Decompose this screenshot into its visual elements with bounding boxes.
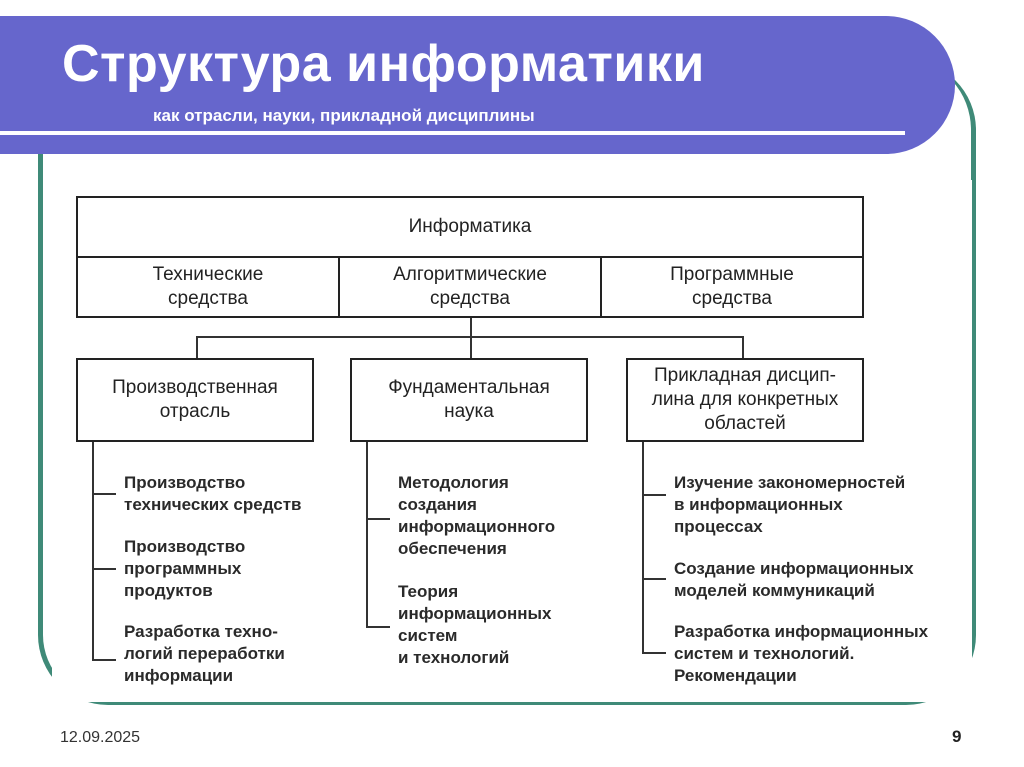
leaf-item: Производство технических средств: [124, 473, 302, 514]
branch-box-industry: [76, 358, 314, 442]
structure-diagram: [52, 180, 972, 702]
component-label: Алгоритмические средства: [393, 264, 547, 309]
leaf-item: Изучение закономерностей в информационных процессах: [674, 473, 906, 536]
bracket-spine-1: [92, 442, 94, 660]
header-divider: [0, 131, 905, 135]
component-box-software: [600, 256, 864, 318]
footer-date: 12.09.2025: [60, 729, 141, 746]
bracket-tick: [92, 659, 116, 661]
branch-label: Прикладная дисцип- лина для конкретных областей: [651, 365, 839, 434]
branch-label: Производственная отрасль: [112, 377, 278, 422]
bracket-tick: [92, 568, 116, 570]
page-number: 9: [952, 727, 962, 746]
connector-drop-1: [196, 336, 198, 358]
bracket-tick: [366, 626, 390, 628]
leaf-item: Методология создания информационного обеспечения: [398, 473, 556, 558]
leaf-item: Разработка информационных систем и технологий. Рекомендации: [674, 622, 929, 685]
slide-subtitle: как отрасли, науки, прикладной дисциплины: [153, 106, 535, 125]
branch-label: Фундаментальная наука: [388, 377, 550, 422]
bracket-tick: [642, 494, 666, 496]
bracket-tick: [366, 518, 390, 520]
leaf-item: Теория информационных систем и технологий: [398, 582, 552, 667]
bracket-spine-2: [366, 442, 368, 628]
leaf-item: Разработка техно- логий переработки информации: [124, 622, 285, 685]
leaf-item: Создание информационных моделей коммуникаций: [674, 559, 914, 600]
root-label: Информатика: [408, 216, 532, 237]
component-label: Программные средства: [670, 264, 794, 309]
leaf-item: Производство программных продуктов: [124, 537, 246, 600]
component-label: Технические средства: [152, 264, 264, 309]
connector-drop-3: [742, 336, 744, 358]
connector-drop-2: [470, 336, 472, 358]
slide-title: Структура информатики: [62, 35, 705, 93]
component-box-algorithmic: [338, 256, 602, 318]
branch-box-science: [350, 358, 588, 442]
bracket-tick: [642, 578, 666, 580]
bracket-tick: [92, 493, 116, 495]
bracket-spine-3: [642, 442, 644, 654]
connector-trunk: [470, 318, 472, 336]
branch-box-applied: [626, 358, 864, 442]
root-box: [76, 196, 864, 258]
component-box-technical: [76, 256, 340, 318]
bracket-tick: [642, 652, 666, 654]
